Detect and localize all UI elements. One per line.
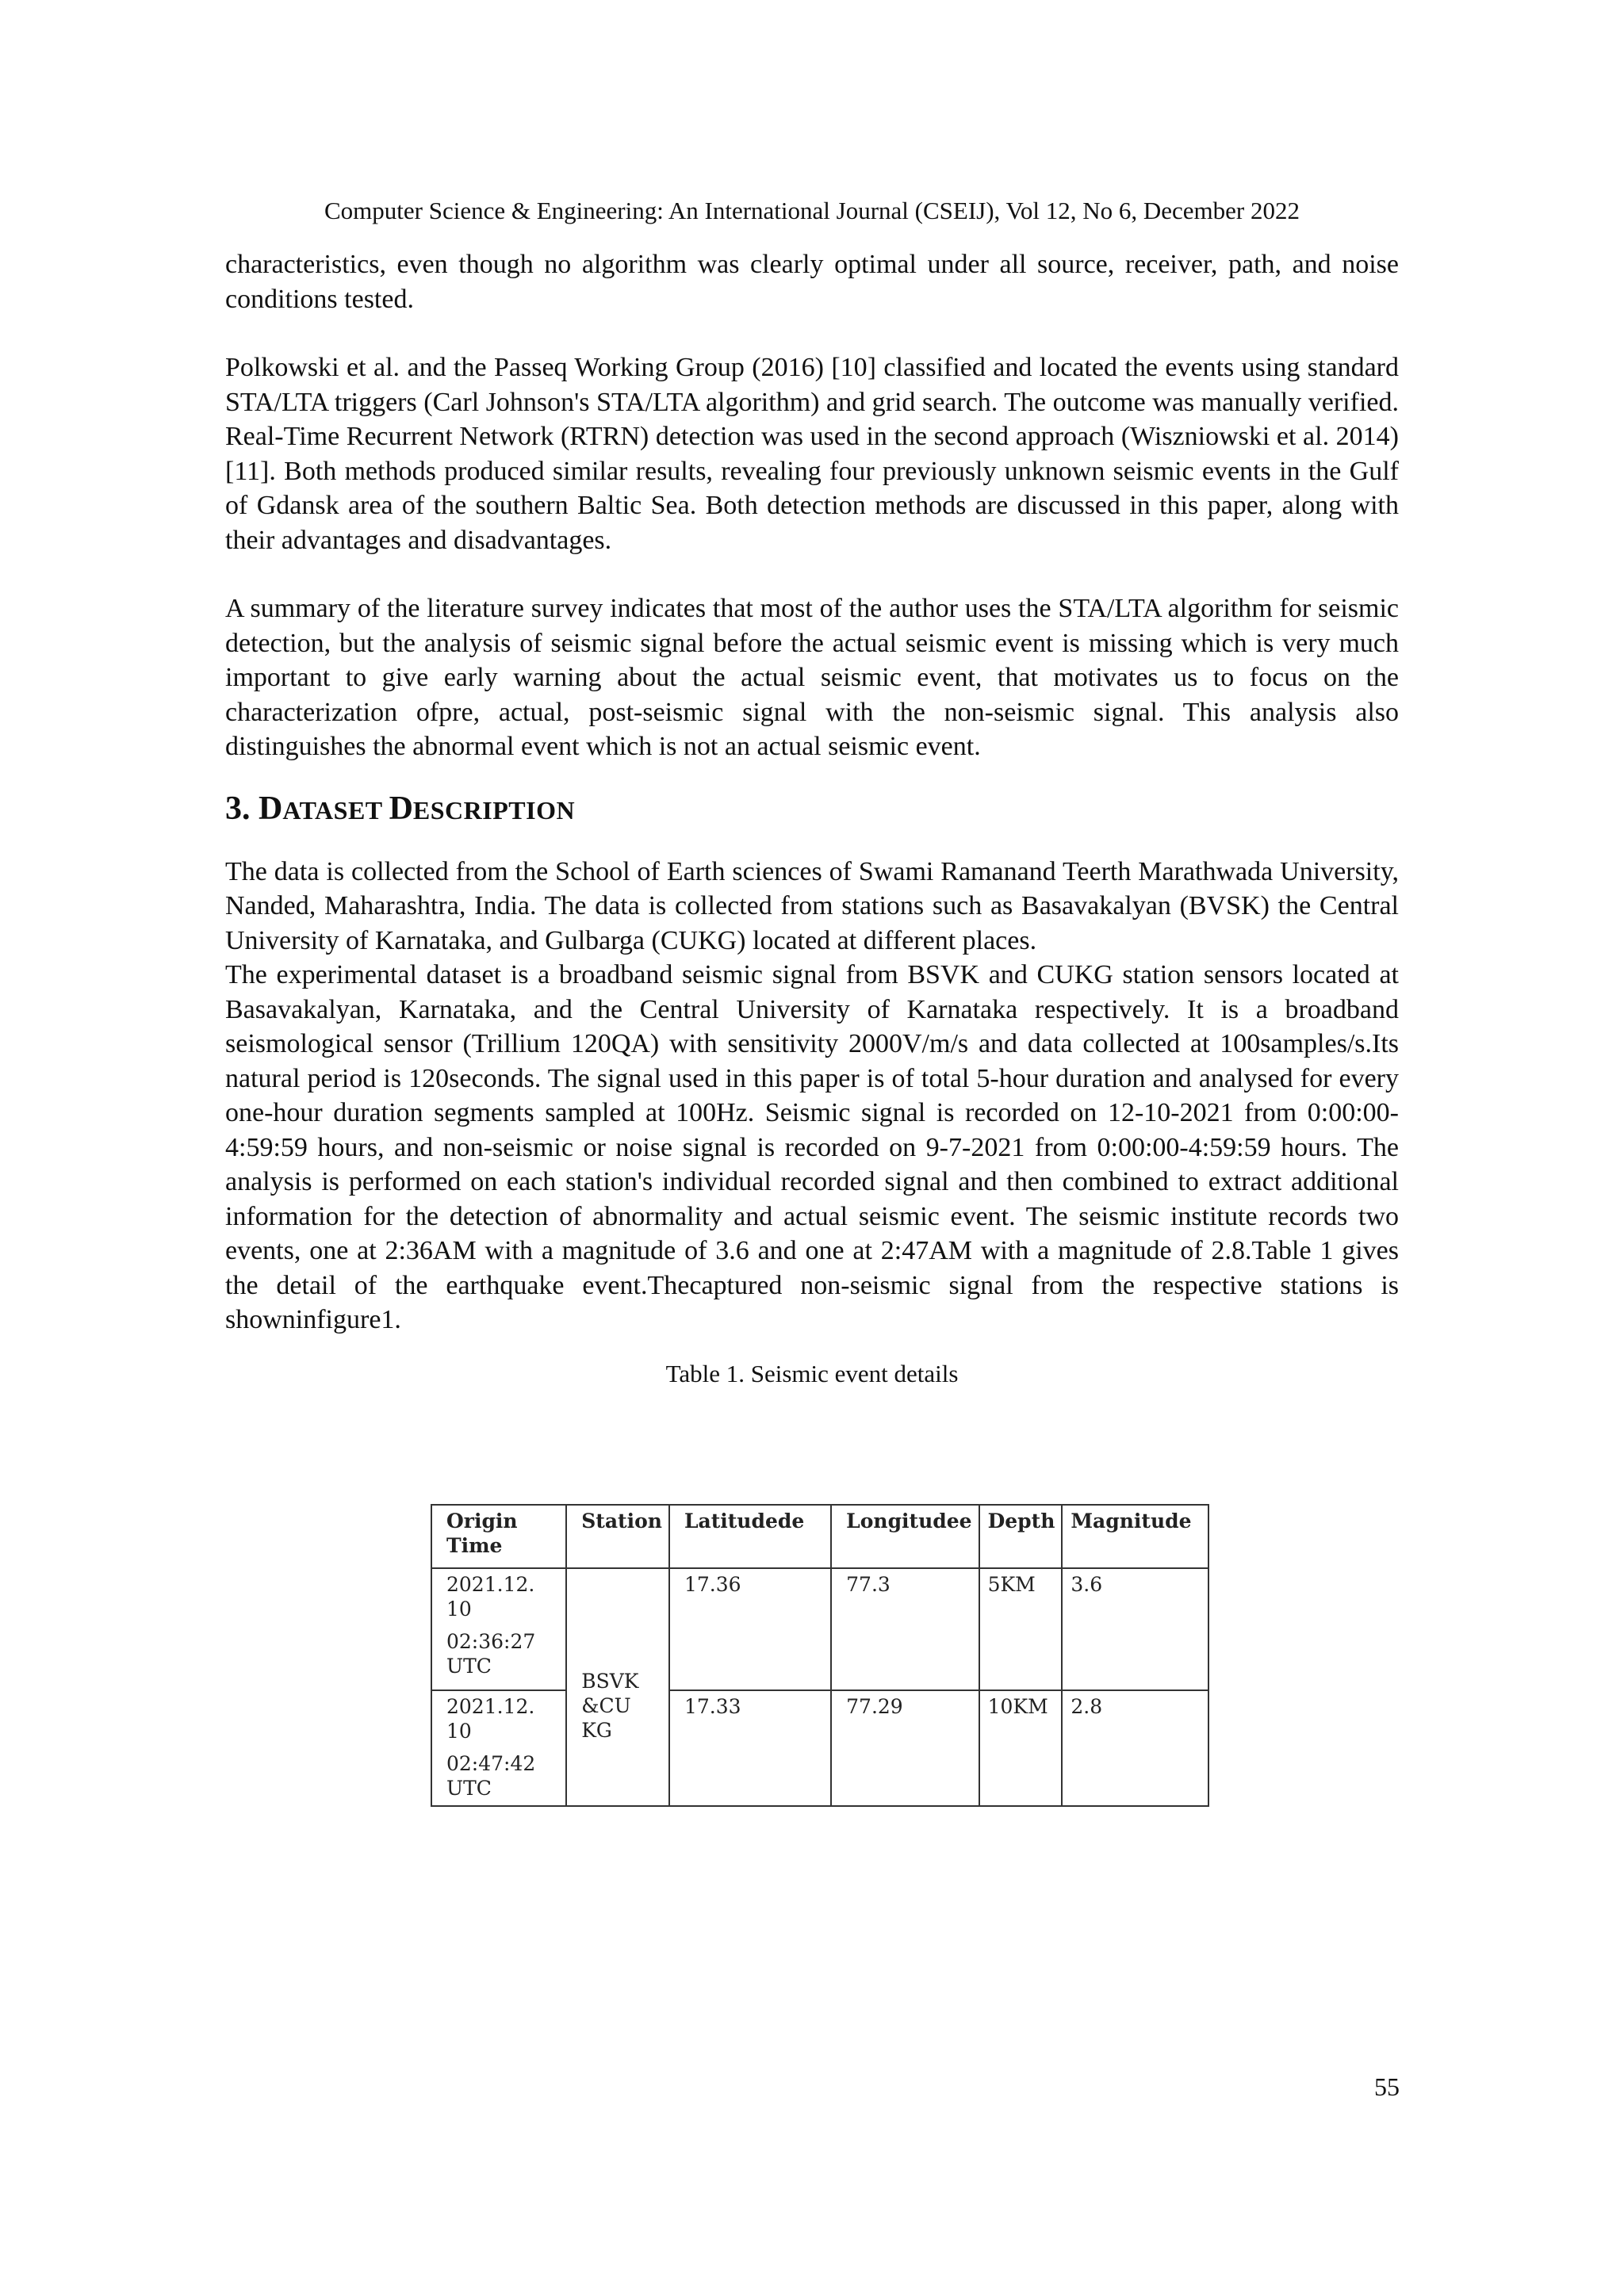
cell-date-line1: 2021.12. xyxy=(446,1573,535,1596)
page-number: 55 xyxy=(1374,2072,1400,2101)
header-origin-time-line1: Origin xyxy=(446,1510,518,1533)
cell-time-line2: UTC xyxy=(446,1777,492,1800)
cell-origin-time xyxy=(431,1568,566,1690)
header-magnitude: Magnitude xyxy=(1062,1505,1208,1568)
cell-time-line1: 02:47:42 xyxy=(446,1752,536,1775)
table-row xyxy=(431,1690,1208,1806)
cell-latitude: 17.36 xyxy=(669,1568,831,1690)
cell-station-line2: &CU xyxy=(581,1693,631,1717)
paragraph-dataset-details: The experimental dataset is a broadband seismic signal from BSVK and CUKG station sensors located at Basavakalyan, Karnataka, and the Central University of Karnataka respectively. It is a broadband seismological sensor (Trillium 120QA) with sensitivity 2000V/m/s and data collected at 100samples/s.Its natural period is 120seconds. The signal used in this paper is of total 5-hour duration and analysed for every one-hour duration segments sampled at 100Hz. Seismic signal is recorded on 12-10-2021 from 0:00:00-4:59:59 hours, and non-seismic or noise signal is recorded on 9-7-2021 from 0:00:00-4:59:59 hours. The analysis is performed on each station's individual recorded signal and then combined to extract additional information for the detection of abnormality and actual seismic event. The seismic institute records two events, one at 2:36AM with a magnitude of 3.6 and one at 2:47AM with a magnitude of 2.8.Table 1 gives the detail of the earthquake event.Thecaptured non-seismic signal from the respective stations is showninfigure1. xyxy=(225,960,1399,1334)
table-row xyxy=(431,1568,1208,1690)
cell-magnitude: 3.6 xyxy=(1062,1568,1208,1690)
cell-time-line2: UTC xyxy=(446,1655,492,1678)
cell-latitude: 17.33 xyxy=(669,1690,831,1806)
cell-date-line2: 10 xyxy=(446,1598,472,1621)
cell-station xyxy=(566,1568,669,1806)
section-title-initial-2: D xyxy=(389,790,413,827)
cell-station-line1: BSVK xyxy=(581,1669,639,1693)
cell-time-line1: 02:36:27 xyxy=(446,1630,536,1653)
table-caption: Table 1. Seismic event details xyxy=(665,1359,959,1387)
section-title-initial-1: D xyxy=(259,790,283,827)
running-header: Computer Science & Engineering: An International Journal (CSEIJ), Vol 12, No 6, December 2022 xyxy=(324,197,1300,224)
cell-depth: 10KM xyxy=(979,1690,1063,1806)
header-origin-time-line2: Time xyxy=(446,1534,503,1557)
paragraph-polkowski: Polkowski et al. and the Passeq Working Group (2016) [10] classified and located the events using standard STA/LTA triggers (Carl Johnson's STA/LTA algorithm) and grid search. The outcome was manually verified. Real-Time Recurrent Network (RTRN) detection was used in the second approach (Wiszniowski et al. 2014) [11]. Both methods produced similar results, revealing four previously unknown seismic events in the Gulf of Gdansk area of the southern Baltic Sea. Both detection methods are discussed in this paper, along with their advantages and disadvantages. xyxy=(225,353,1399,555)
main-content xyxy=(225,247,1399,1390)
table-header-row xyxy=(431,1505,1208,1568)
paragraph-dataset-source: The data is collected from the School of Earth sciences of Swami Ramanand Teerth Marathwada University, Nanded, Maharashtra, India. The data is collected from stations such as Basavakalyan (BVSK) the Central University of Karnataka, and Gulbarga (CUKG) located at different places. xyxy=(225,856,1399,955)
section-title-rest-2: ESCRIPTION xyxy=(412,795,576,825)
paragraph-continuation: characteristics, even though no algorithm was clearly optimal under all source, receiver, path, and noise conditions tested. xyxy=(225,250,1399,314)
header-longitude: Longitudee xyxy=(831,1505,979,1568)
header-latitude: Latitudede xyxy=(669,1505,831,1568)
header-depth: Depth xyxy=(979,1505,1063,1568)
seismic-event-table-container xyxy=(431,1504,1209,1807)
section-heading-dataset-description xyxy=(225,788,1399,831)
header-origin-time xyxy=(431,1505,566,1568)
cell-magnitude: 2.8 xyxy=(1062,1690,1208,1806)
seismic-event-table xyxy=(431,1504,1209,1807)
paragraph-literature-summary: A summary of the literature survey indicates that most of the author uses the STA/LTA algorithm for seismic detection, but the analysis of seismic signal before the actual seismic event is missing which is very much important to give early warning about the actual seismic event, that motivates us to focus on the characterization ofpre, actual, post-seismic signal with the non-seismic signal. This analysis also distinguishes the abnormal event which is not an actual seismic event. xyxy=(225,594,1399,761)
cell-depth: 5KM xyxy=(979,1568,1063,1690)
cell-station-line3: KG xyxy=(581,1718,612,1742)
section-title-rest-1: ATASET xyxy=(282,795,389,825)
cell-date-line2: 10 xyxy=(446,1720,472,1743)
section-number: 3. xyxy=(225,790,259,827)
cell-date-line1: 2021.12. xyxy=(446,1695,535,1718)
header-station: Station xyxy=(566,1505,669,1568)
cell-origin-time xyxy=(431,1690,566,1806)
cell-longitude: 77.3 xyxy=(831,1568,979,1690)
cell-longitude: 77.29 xyxy=(831,1690,979,1806)
